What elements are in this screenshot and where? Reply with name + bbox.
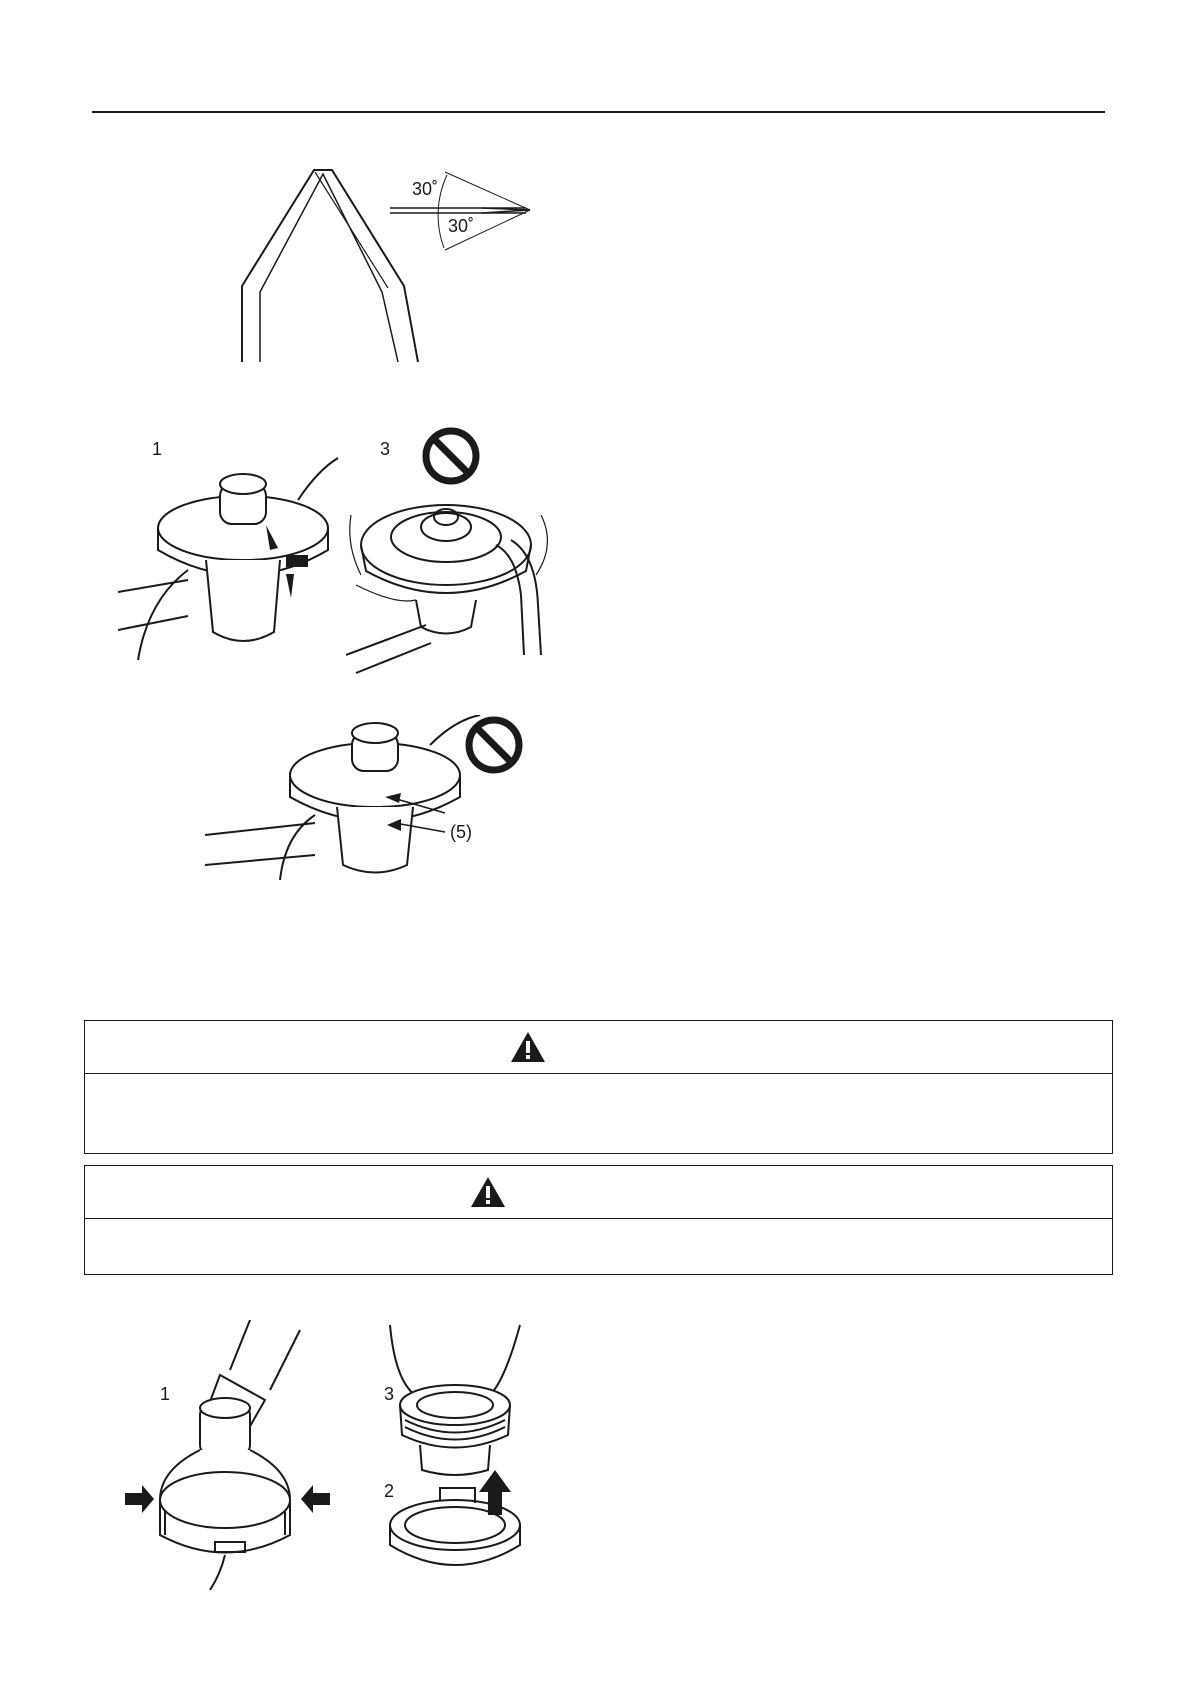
warning-box-1 xyxy=(84,1020,1113,1154)
callout-5: (5) xyxy=(450,822,472,842)
warning-box-2 xyxy=(84,1165,1113,1275)
warning-box-header xyxy=(85,1021,1112,1074)
trimmer-head-figure-1 xyxy=(118,450,358,660)
angle-label-upper: 30˚ xyxy=(412,179,439,199)
head-squeeze-figure xyxy=(120,1320,335,1590)
header-rule xyxy=(92,111,1105,113)
step-label-2-b: 2 xyxy=(384,1481,395,1501)
spool-removal-figure xyxy=(380,1320,540,1585)
prohibited-icon-2 xyxy=(463,714,525,776)
warning-triangle-icon xyxy=(470,1176,506,1208)
step-label-1-b: 1 xyxy=(160,1384,171,1404)
step-label-3: 3 xyxy=(380,439,391,459)
warning-box-header xyxy=(85,1166,1112,1219)
trimmer-head-wrong-figure xyxy=(205,715,485,880)
step-label-1: 1 xyxy=(152,439,163,459)
step-label-3-b: 3 xyxy=(384,1384,395,1404)
line-cut-angle-figure xyxy=(230,160,550,365)
angle-label-lower: 30˚ xyxy=(448,216,475,236)
prohibited-icon xyxy=(420,425,482,487)
trimmer-head-figure-3 xyxy=(346,475,566,675)
warning-triangle-icon xyxy=(510,1031,546,1063)
